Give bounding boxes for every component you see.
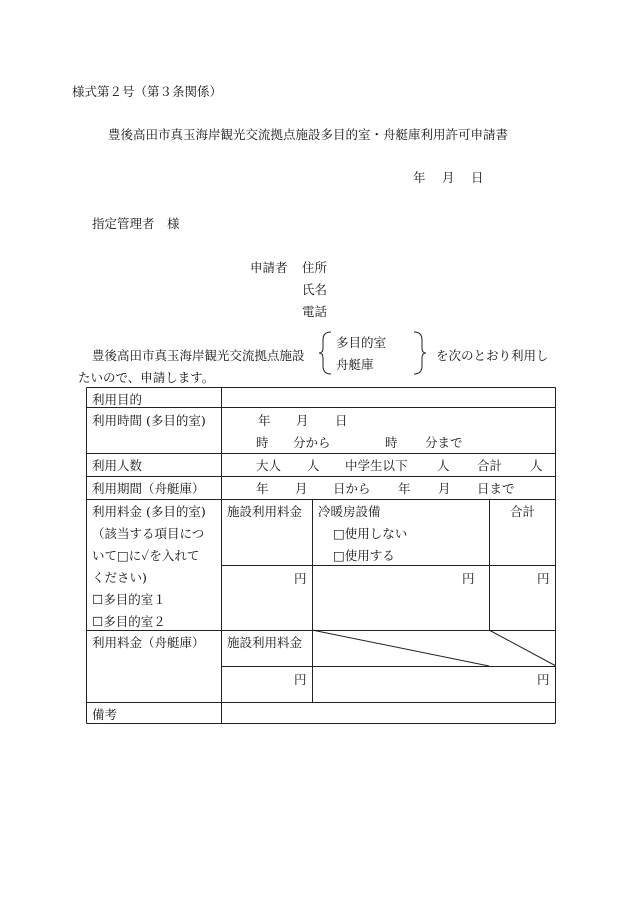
- date-line: 年 月 日: [413, 170, 486, 185]
- document-title: 豊後高田市真玉海岸観光交流拠点施設多目的室・舟艇庫利用許可申請書: [108, 127, 509, 142]
- time-hour-to: 時: [385, 435, 398, 450]
- aircon-yes-checkbox[interactable]: □使用する: [333, 548, 395, 563]
- period-label: 利用期間（舟艇庫）: [92, 481, 205, 496]
- time-year: 年: [258, 413, 271, 428]
- remarks-label: 備考: [92, 707, 118, 722]
- fee-room-note-2: いて□に✓を入れて: [92, 548, 200, 563]
- name-label: 氏名: [302, 282, 328, 297]
- people-total: 合計: [477, 458, 503, 473]
- boat-total-fee-yen: 円: [537, 672, 550, 687]
- period-month-from: 月: [295, 481, 308, 496]
- aircon-label: 冷暖房設備: [318, 504, 381, 519]
- facility-fee-yen: 円: [294, 571, 307, 586]
- total-label: 合計: [510, 504, 536, 519]
- fee-room-note-1: （該当する項目につ: [92, 526, 205, 541]
- option-boat-storage: 舟艇庫: [336, 357, 374, 372]
- people-child: 中学生以下: [345, 458, 408, 473]
- room1-checkbox[interactable]: ☐多目的室１: [92, 592, 166, 607]
- body-text-part1: 豊後高田市真玉海岸観光交流拠点施設: [92, 348, 305, 363]
- people-label: 利用人数: [92, 458, 143, 473]
- period-day-from: 日から: [333, 481, 371, 496]
- period-year-from: 年: [256, 481, 269, 496]
- time-month: 月: [296, 413, 309, 428]
- room2-checkbox[interactable]: ☐多目的室２: [92, 614, 166, 629]
- form-number: 様式第２号（第３条関係）: [72, 84, 223, 99]
- time-day: 日: [335, 413, 348, 428]
- total-fee-yen: 円: [537, 571, 550, 586]
- body-text-part2: を次のとおり利用し: [436, 348, 549, 363]
- option-multipurpose-room: 多目的室: [336, 335, 387, 350]
- body-text-part3: たいので、申請します。: [78, 370, 215, 385]
- left-brace-icon: [319, 330, 335, 376]
- phone-label: 電話: [302, 304, 328, 319]
- people-total-unit: 人: [530, 458, 543, 473]
- purpose-label: 利用目的: [92, 392, 143, 407]
- people-adult: 大人: [256, 458, 282, 473]
- addressee: 指定管理者 様: [92, 216, 180, 231]
- period-month-to: 月: [438, 481, 451, 496]
- fee-boat-label: 利用料金（舟艇庫）: [92, 635, 205, 650]
- address-label: 住所: [302, 260, 328, 275]
- facility-fee-label: 施設利用料金: [227, 504, 303, 519]
- aircon-fee-yen: 円: [462, 571, 475, 586]
- people-adult-unit: 人: [307, 458, 320, 473]
- right-brace-icon: [410, 330, 426, 376]
- aircon-no-checkbox[interactable]: □使用しない: [333, 526, 408, 541]
- people-child-unit: 人: [437, 458, 450, 473]
- applicant-label: 申請者: [250, 260, 288, 275]
- period-day-to: 日まで: [477, 481, 515, 496]
- boat-facility-fee-label: 施設利用料金: [227, 635, 303, 650]
- time-label: 利用時間 (多目的室): [92, 413, 206, 428]
- fee-room-label: 利用料金 (多目的室): [92, 504, 206, 519]
- period-year-to: 年: [398, 481, 411, 496]
- fee-room-note-3: ください): [92, 570, 147, 585]
- time-minute-from: 分から: [293, 435, 331, 450]
- time-hour-from: 時: [256, 435, 269, 450]
- boat-facility-fee-yen: 円: [294, 672, 307, 687]
- time-minute-to: 分まで: [425, 435, 463, 450]
